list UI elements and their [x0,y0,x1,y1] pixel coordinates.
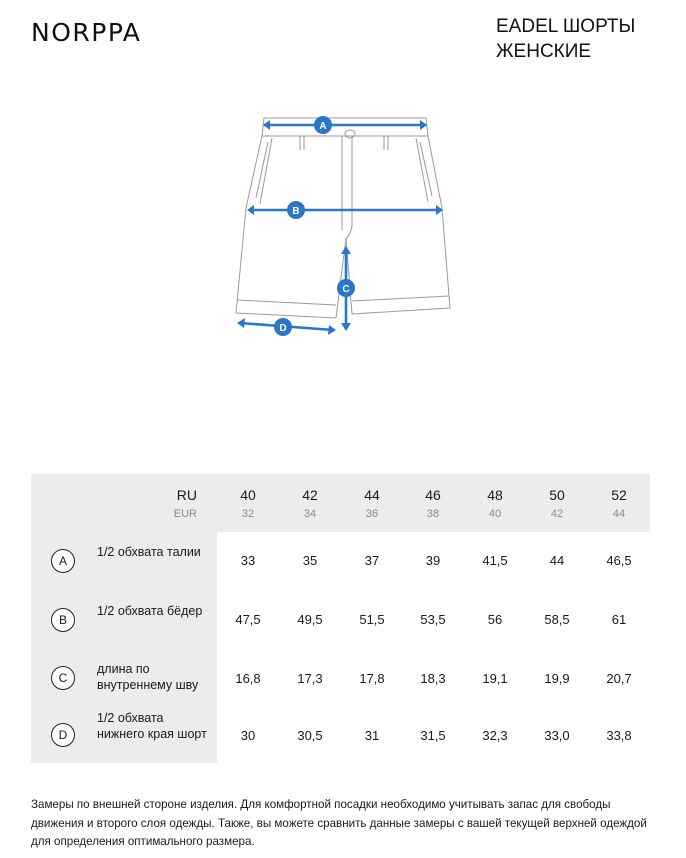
table-cell: 19,9 [544,671,570,686]
table-cell: 53,5 [420,612,446,627]
table-cell: 19,1 [482,671,508,686]
table-cell: 33 [240,553,256,568]
measure-label: 1/2 обхвата талии [97,545,201,559]
measure-label: длина по внутреннему шву [97,662,199,692]
table-cell: 35 [302,553,318,568]
table-cell: 46,5 [606,553,632,568]
size-ru: 42 [302,487,318,503]
table-cell: 56 [487,612,503,627]
table-cell: 17,8 [359,671,385,686]
size-column-header [403,486,463,522]
product-title [496,14,676,64]
size-ru: 50 [549,487,565,503]
eur-label: EUR [173,508,197,520]
row-label-cell [31,532,217,590]
table-cell: 37 [364,553,380,568]
measure-badge: A [51,549,75,573]
size-column-header [465,486,525,522]
table-cell: 58,5 [544,612,570,627]
brand-logo: NORPPA [31,18,142,47]
size-table-header [31,474,650,532]
marker-c-label: C [342,284,350,295]
table-row [31,706,650,763]
table-cell: 18,3 [420,671,446,686]
size-column-header [342,486,402,522]
size-eur: 40 [488,508,502,520]
row-label-cell [31,648,217,706]
table-cell: 51,5 [359,612,385,627]
size-ru: 44 [364,487,380,503]
table-cell: 33,0 [544,728,570,743]
table-cell: 16,8 [235,671,261,686]
product-title-line-1: EADEL ШОРТЫ [496,16,636,37]
table-cell: 41,5 [482,553,508,568]
size-column-header [527,486,587,522]
measure-label: 1/2 обхвата нижнего края шорт [97,711,207,741]
measure-badge: D [51,723,75,747]
size-eur: 32 [241,508,255,520]
size-eur: 44 [612,508,626,520]
table-cell: 44 [549,553,565,568]
size-eur: 34 [303,508,317,520]
size-eur: 42 [550,508,564,520]
table-cell: 33,8 [606,728,632,743]
product-title-line-2: ЖЕНСКИЕ [496,41,592,62]
table-cell: 32,3 [482,728,508,743]
table-cell: 17,3 [297,671,323,686]
table-cell: 20,7 [606,671,632,686]
table-row [31,590,650,648]
table-row [31,648,650,706]
measurement-footnote: Замеры по внешней стороне изделия. Для комфортной посадки необходимо учитывать запас для свободы движения и второго слоя одежды. Также, вы можете сравнить данные замеры с вашей текущей верхней одеждой для определения оптимального размера. [31,798,647,848]
size-column-header [589,486,649,522]
table-cell: 31 [364,728,380,743]
size-ru: 40 [240,487,256,503]
table-cell: 31,5 [420,728,446,743]
row-label-cell [31,590,217,648]
table-cell: 61 [611,612,627,627]
table-row [31,532,650,590]
size-system-labels [149,486,197,522]
size-ru: 48 [487,487,503,503]
table-cell: 39 [425,553,441,568]
ru-label: RU [176,487,197,503]
row-label-cell [31,706,217,763]
table-cell: 30,5 [297,728,323,743]
marker-d-label: D [279,323,287,334]
measure-badge: B [51,608,75,632]
size-column-header [280,486,340,522]
table-cell: 49,5 [297,612,323,627]
size-ru: 46 [425,487,441,503]
size-table [31,474,650,743]
measure-badge: C [51,666,75,690]
size-column-header [218,486,278,522]
measure-label: 1/2 обхвата бёдер [97,604,203,618]
size-eur: 38 [426,508,440,520]
shorts-measurement-diagram [228,108,458,348]
size-eur: 36 [365,508,379,520]
size-ru: 52 [611,487,627,503]
marker-a-label: A [319,121,327,132]
marker-b-label: B [292,206,300,217]
table-cell: 30 [240,728,256,743]
table-cell: 47,5 [235,612,261,627]
